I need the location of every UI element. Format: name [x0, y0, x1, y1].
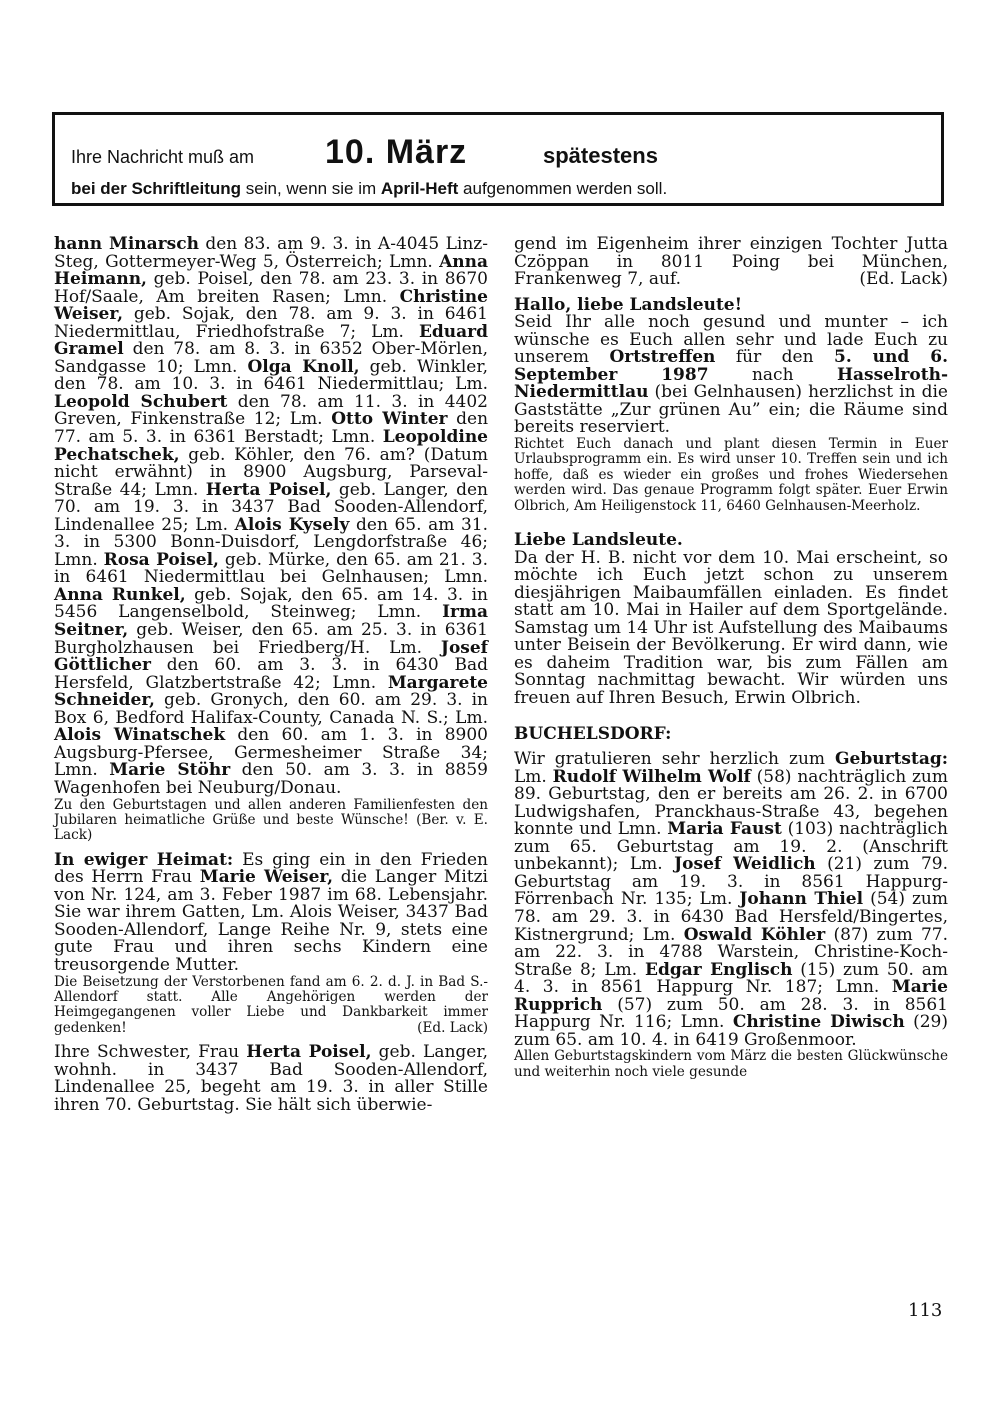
greeting-note: Zu den Geburtstagen und allen anderen Familienfesten den Jubilaren heimatliche Grüße und beste Wünsche! (Ber. v. E. Lack) — [54, 796, 488, 844]
continuation-signature: (Ed. Lack) — [859, 269, 948, 290]
notice-issue-name: April-Heft — [380, 179, 459, 198]
bold-name: Marie Weiser, — [199, 867, 334, 888]
text-run: nach — [708, 364, 837, 385]
text-run: geb. Gronych, den 60. am 29. 3. in Box 6, Bedford Halifax-County, Canada N. S.; Lm. — [54, 690, 488, 728]
text-run: den 78. am 11. 3. in 4402 Greven, Finkenstraße 12; Lm. — [54, 391, 488, 430]
text-run: (bei Gelnhausen) herzlichst in die Gaststätte „Zur grünen Au” ein; die Räume sind bereits reserviert. — [514, 382, 948, 438]
burial-note — [54, 975, 488, 1037]
text-run: den 60. am 1. 3. in 8900 Augsburg-Pfersee, Germesheimer Straße 34; Lmn. — [54, 725, 488, 781]
bold-name: Rosa Poisel, — [103, 549, 219, 570]
notice-date: 10. März — [325, 133, 468, 171]
text-run: geb. Mürke, den 65. am 21. 3. in 6461 Niedermittlau bei Gelnhausen; Lmn. — [54, 549, 488, 588]
burial-note-text: Die Beisetzung der Verstorbenen fand am 6. 2. d. J. in Bad S.-Allendorf statt. Alle Angehörigen werden der Heimgegangenen voller Liebe und Dankbarkeit immer gedenken! — [54, 973, 488, 1036]
text-run: geb. Langer, wohnh. in 3437 Bad Sooden-Allendorf, Lindenallee 25, begeht am 19. 3. in aller Stille ihren 70. Geburtstag. Sie hält sich überwie- — [54, 1042, 489, 1115]
continuation-text: gend im Eigenheim ihrer einzigen Tochter Jutta Czöppan in 8011 Poing bei München, Frankenweg 7, auf. — [514, 234, 948, 290]
notice-editorial-office: bei der Schriftleitung — [71, 179, 242, 198]
bold-name: Herta Poisel, — [246, 1042, 372, 1063]
text-run: geb. Langer, den 70. am 19. 3. in 3437 Bad Sooden-Allendorf, Lindenallee 25; Lm. — [54, 479, 488, 535]
deadline-notice-box — [52, 112, 944, 206]
bold-name: Alois Kysely — [234, 514, 350, 535]
text-run: geb. Sojak, den 78. am 9. 3. in 6461 Niedermittlau, Friedhofstraße 7; Lm. — [54, 304, 488, 342]
text-run: (15) zum 50. am 4. 3. in 8561 Happurg Nr. 187; Lmn. — [514, 959, 948, 998]
text-run: den 83. am 9. 3. in A-4045 Linz-Steg, Gottermeyer-Weg 5, Österreich; Lmn. — [54, 234, 489, 272]
text-run: (57) zum 50. am 28. 3. in 8561 Happurg Nr. 116; Lmn. — [514, 994, 948, 1033]
bold-name: Marie Stöhr — [109, 760, 231, 781]
text-run: den 65. am 31. 3. in 5300 Bonn-Duisdorf, Lengdorfstraße 46; Lmn. — [54, 514, 488, 570]
notice-suffix: spätestens — [543, 143, 658, 168]
text-run: den 78. am 8. 3. in 6352 Ober-Mörlen, Sandgasse 10; Lmn. — [54, 339, 488, 377]
heading-liebe-landsleute: Liebe Landsleute. — [514, 530, 683, 551]
bold-name: Josef Göttlicher — [54, 637, 488, 676]
bold-name: 5. und 6. September 1987 — [514, 347, 948, 385]
march-birthday-wishes: Allen Geburtstagskindern vom März die besten Glückwünsche und weiterhin noch viele gesunde — [514, 1048, 948, 1080]
bold-name: Johann Thiel — [739, 889, 864, 910]
meeting-invitation-paragraph — [514, 314, 948, 437]
text-run: (54) zum 78. am 29. 3. in 6430 Bad Hersfeld/Bingertes, Kistnergrund; Lm. — [514, 889, 949, 945]
notice-line2-text-b: aufgenommen werden soll. — [458, 179, 668, 198]
notice-prefix: Ihre Nachricht muß am — [71, 147, 255, 167]
text-run: die Langer Mitzi von Nr. 124, am 3. Feber 1987 im 68. Lebensjahr. Sie war ihrem Gatten, Lm. Alois Weiser, 3437 Bad Sooden-Allendorf, Lange Reihe Nr. 9, stets eine gute Frau und ihren sechs Kindern eine treusorgende Mutter. — [54, 867, 488, 975]
text-run: geb. Winkler, den 78. am 10. 3. in 6461 Niedermittlau; Lm. — [54, 356, 488, 395]
bold-name: Irma Seitner, — [54, 602, 488, 641]
bold-name: Alois Winatschek — [54, 725, 226, 746]
text-run: (29) zum 65. am 10. 4. in 6419 Großenmoor. — [514, 1012, 948, 1050]
text-run: Seid Ihr alle noch gesund und munter – ich wünsche es Euch allen sehr und lade Euch zu unserem — [514, 312, 948, 368]
text-run: den 60. am 3. 3. in 6430 Bad Hersfeld, Glatzbertstraße 42; Lmn. — [54, 655, 488, 693]
notice-line2-text-a: sein, wenn sie im — [241, 179, 381, 198]
bold-name: Christine Weiser, — [54, 286, 488, 325]
bold-name: Leopoldine Pechatschek, — [54, 427, 488, 465]
birthday-list-paragraph — [54, 236, 488, 798]
bold-name: Josef Weidlich — [674, 854, 816, 875]
bold-name: Geburtstag: — [835, 749, 948, 770]
text-run: Ihre Schwester, Frau — [54, 1042, 247, 1063]
text-run: (87) zum 77. am 22. 3. in 4788 Warstein, Christine-Koch-Straße 8; Lm. — [514, 924, 949, 980]
bold-name: Anna Heimann, — [54, 251, 488, 290]
text-run: den 77. am 5. 3. in 6361 Berstadt; Lmn. — [54, 409, 489, 448]
continuation-paragraph — [514, 236, 948, 289]
obituary-paragraph — [54, 849, 488, 975]
bold-name: Rudolf Wilhelm Wolf — [552, 766, 751, 787]
text-run: den 50. am 3. 3. in 8859 Wagenhofen bei Neuburg/Donau. — [54, 760, 488, 798]
left-column — [54, 236, 488, 1114]
text-run: Es ging ein in den Frieden des Herrn Frau — [54, 849, 488, 888]
bold-name: In ewiger Heimat: — [54, 849, 234, 870]
text-run: Wir gratulieren sehr herzlich zum — [514, 749, 835, 770]
text-run: (21) zum 79. Geburtstag am 19. 3. in 8561 Happurg-Förrenbach Nr. 135; Lm. — [514, 854, 949, 910]
text-run: geb. Poisel, den 78. am 23. 3. in 8670 Hof/Saale, Am breiten Rasen; Lmn. — [54, 269, 488, 307]
bold-name: Margarete Schneider, — [54, 672, 488, 711]
heading-buchelsdorf: BUCHELSDORF: — [514, 723, 672, 744]
bold-name: Anna Runkel, — [54, 584, 186, 605]
bold-name: Marie Rupprich — [514, 977, 948, 1015]
bold-name: hann Minarsch — [54, 234, 199, 254]
buchelsdorf-birthday-paragraph — [514, 751, 948, 1049]
text-run: geb. Weiser, den 65. am 25. 3. in 6361 Burgholzhausen bei Friedberg/H. Lm. — [54, 620, 488, 658]
bold-name: Ortstreffen — [609, 347, 716, 368]
sister-birthday-paragraph — [54, 1044, 488, 1114]
right-column — [514, 236, 948, 1080]
text-run: geb. Köhler, den 76. am? (Datum nicht erwähnt) in 8900 Augsburg, Parseval-Straße 44; Lmn. — [54, 444, 488, 500]
text-run: für den — [715, 347, 834, 368]
bold-name: Otto Winter — [331, 409, 448, 430]
text-run: (58) nachträglich zum 89. Geburtstag, den er bereits am 26. 2. in 6700 Ludwigshafen, Pranckhaus-Straße 43, begehen konnte und Lmn. — [514, 766, 948, 840]
bold-name: Maria Faust — [667, 819, 782, 840]
meeting-details-note: Richtet Euch danach und plant diesen Termin in Euer Urlaubsprogramm ein. Es wird unser 10. Treffen sein und ich hoffe, daß es wieder ein großes und frohes Wiedersehen werden wird. Das genaue Programm folgt später. Euer Erwin Olbrich, Am Heiligenstock 11, 6460 Gelnhausen-Meerholz. — [514, 436, 948, 514]
bold-name: Herta Poisel, — [205, 479, 332, 500]
bold-name: Olga Knoll, — [247, 356, 360, 377]
bold-name: Edgar Englisch — [645, 959, 793, 980]
text-run: (103) nachträglich zum 65. Geburtstag am 19. 2. (Anschrift unbekannt); Lm. — [514, 819, 948, 875]
heading-hallo: Hallo, liebe Landsleute! — [514, 294, 743, 315]
notice-line-2 — [71, 179, 667, 199]
bold-name: Hasselroth-Niedermittlau — [514, 364, 948, 403]
maibaum-paragraph: Da der H. B. nicht vor dem 10. Mai erscheint, so möchte ich Euch jetzt schon zu unserem diesjährigen Maibaumfällen einladen. Es findet statt am 10. Mai in Hailer auf dem Sportgelände. Samstag um 14 Uhr ist Aufstellung des Maibaums unter Beisein der Bevölkerung. Er wird dann, wie es daheim Tradition war, bis zum Fällen am Sonntag nachmittag bewacht. Wir würden uns freuen auf Ihren Besuch, Erwin Olbrich. — [514, 547, 948, 708]
text-run: Lm. — [514, 766, 553, 787]
bold-name: Eduard Gramel — [54, 321, 488, 360]
bold-name: Leopold Schubert — [54, 391, 228, 412]
text-run: geb. Sojak, den 65. am 14. 3. in 5456 Langenselbold, Steinweg; Lmn. — [54, 584, 488, 623]
bold-name: Oswald Köhler — [683, 924, 826, 945]
bold-name: Christine Diwisch — [732, 1012, 905, 1033]
page-number: 113 — [908, 1300, 943, 1321]
burial-note-signature: (Ed. Lack) — [417, 1019, 488, 1036]
